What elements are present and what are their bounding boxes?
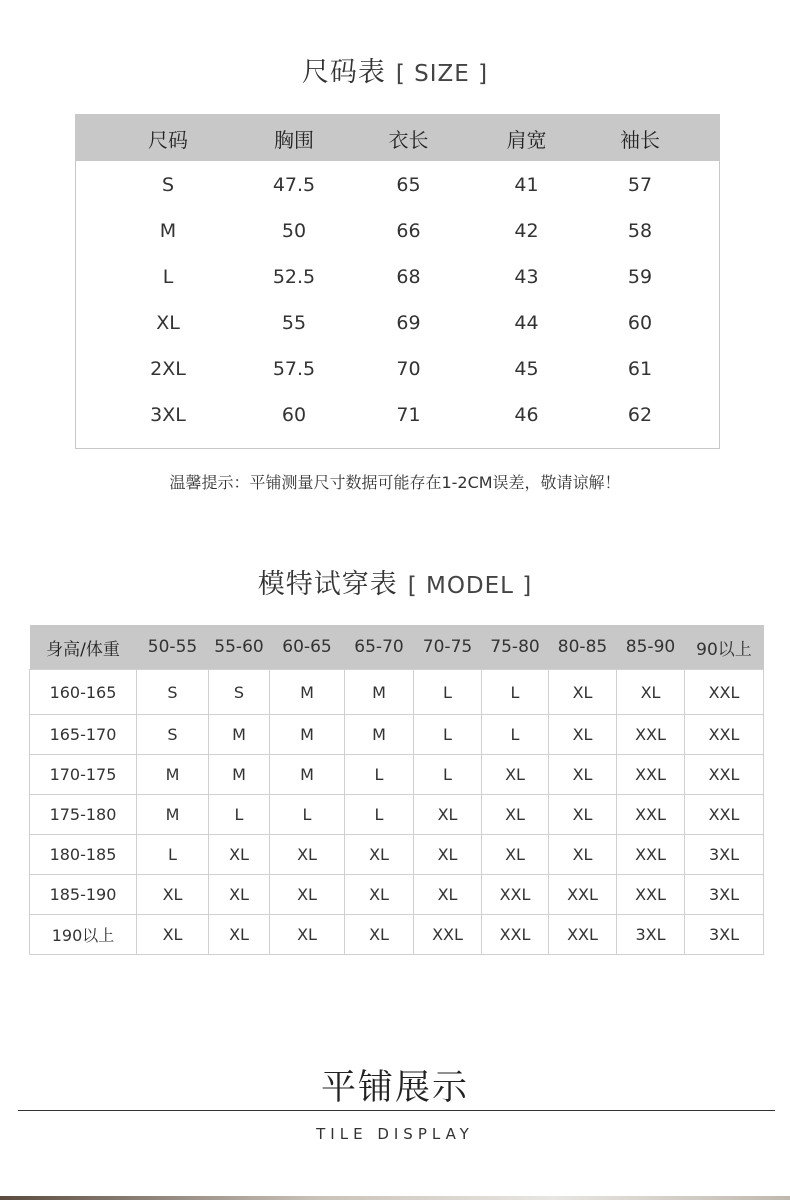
divider-line [18,1110,775,1111]
model-size-cell: XL [270,835,345,875]
size-cell: 47.5 [272,174,316,196]
model-table-row [30,670,764,715]
model-size-cell: XL [209,835,270,875]
model-size-cell: XXL [685,795,764,835]
model-table-body [30,670,764,955]
size-row [76,162,719,208]
model-size-cell: 3XL [685,835,764,875]
model-size-cell: XXL [617,835,685,875]
size-chart-title-cn: 尺码表 [301,57,386,88]
model-size-cell: XL [482,795,549,835]
model-size-cell: L [414,670,482,715]
size-header-chest: 胸围 [274,127,314,152]
size-cell: 44 [514,312,539,334]
size-cell: 58 [627,220,653,242]
model-size-cell: XL [270,915,345,955]
model-size-cell: XL [345,835,414,875]
size-cell: 62 [627,404,653,426]
size-cell: S [161,174,175,196]
model-size-cell: XL [137,915,209,955]
model-size-cell: XXL [685,670,764,715]
model-height-cell: 165-170 [30,715,137,755]
model-chart-title-cn: 模特试穿表 [257,569,398,600]
model-size-cell: L [414,755,482,795]
measurement-tip: 温馨提示：平铺测量尺寸数据可能存在1-2CM误差，敬请谅解！ [169,473,621,492]
model-size-cell: S [137,670,209,715]
model-size-cell: XXL [549,875,617,915]
model-height-cell: 160-165 [30,670,137,715]
size-cell: 61 [627,358,653,380]
size-cell: 50 [281,220,307,242]
size-cell: 43 [514,266,539,288]
model-header-cell: 65-70 [345,625,414,670]
model-size-cell: 3XL [617,915,685,955]
model-size-cell: XL [345,915,414,955]
size-header-sleeve: 袖长 [620,127,660,152]
model-size-cell: XXL [685,755,764,795]
size-cell: 55 [281,312,307,334]
model-table-row [30,715,764,755]
size-table-header [76,115,719,161]
model-size-cell: XL [549,755,617,795]
model-size-cell: XXL [482,875,549,915]
tile-display-title: 平铺展示 [320,1068,469,1108]
size-header-size: 尺码 [148,127,188,152]
model-header-cell: 75-80 [482,625,549,670]
model-size-cell: XL [482,755,549,795]
model-size-cell: XXL [617,875,685,915]
model-header-cell: 50-55 [137,625,209,670]
model-size-cell: XL [549,795,617,835]
model-table [29,625,764,955]
model-size-cell: M [137,795,209,835]
size-header-length: 衣长 [388,127,429,152]
model-size-cell: L [209,795,270,835]
model-table-row [30,835,764,875]
photo-edge-strip [0,1196,790,1200]
model-size-cell: M [209,715,270,755]
model-header-cell: 身高/体重 [30,625,137,670]
model-header-cell: 85-90 [617,625,685,670]
model-size-cell: XL [137,875,209,915]
size-cell: 59 [627,266,653,288]
model-chart-title-en: [ MODEL ] [407,573,533,599]
model-table-row [30,875,764,915]
size-cell: 46 [514,404,539,426]
size-row [76,208,719,254]
model-size-cell: L [137,835,209,875]
model-table-header [30,625,764,670]
model-size-cell: XL [414,835,482,875]
model-size-cell: L [482,670,549,715]
model-header-cell: 70-75 [414,625,482,670]
model-size-cell: XXL [685,715,764,755]
size-cell: 71 [396,404,421,426]
model-table-row [30,755,764,795]
model-size-cell: M [270,755,345,795]
size-cell: 41 [514,174,539,196]
size-cell: 45 [514,358,539,380]
model-chart-title [0,562,790,601]
size-cell: 57.5 [272,358,316,380]
model-size-cell: L [482,715,549,755]
size-row [76,254,719,300]
size-cell: 2XL [150,358,186,380]
model-size-cell: XXL [617,795,685,835]
model-size-cell: XXL [482,915,549,955]
size-table-body [76,161,719,438]
model-table-row [30,915,764,955]
size-cell: XL [156,312,180,334]
model-size-cell: XL [209,875,270,915]
model-size-cell: XL [209,915,270,955]
size-cell: 60 [281,404,307,426]
size-cell: 70 [396,358,421,380]
model-size-cell: L [414,715,482,755]
model-size-cell: XL [549,670,617,715]
model-size-cell: XXL [617,715,685,755]
size-table [75,114,720,449]
model-size-cell: 3XL [685,915,764,955]
model-header-cell: 55-60 [209,625,270,670]
tile-display-subtitle: TILE DISPLAY [316,1125,474,1143]
model-size-cell: M [345,670,414,715]
size-header-shoulder: 肩宽 [506,127,547,152]
model-size-cell: XL [617,670,685,715]
model-height-cell: 180-185 [30,835,137,875]
size-cell: 65 [396,174,421,196]
model-header-cell: 60-65 [270,625,345,670]
model-size-cell: XXL [414,915,482,955]
model-size-cell: XL [414,795,482,835]
model-size-cell: XL [270,875,345,915]
model-size-cell: XXL [549,915,617,955]
model-size-cell: 3XL [685,875,764,915]
size-chart-title [0,50,790,89]
model-height-cell: 175-180 [30,795,137,835]
model-size-cell: M [270,670,345,715]
size-cell: 3XL [150,404,186,426]
model-size-cell: L [345,755,414,795]
model-size-cell: S [137,715,209,755]
model-size-cell: M [137,755,209,795]
model-height-cell: 170-175 [30,755,137,795]
size-cell: 66 [396,220,421,242]
model-height-cell: 185-190 [30,875,137,915]
model-header-cell: 90以上 [685,625,764,670]
model-size-cell: M [345,715,414,755]
model-size-cell: XL [549,715,617,755]
model-size-cell: XL [345,875,414,915]
model-size-cell: L [345,795,414,835]
model-table-row [30,795,764,835]
model-header-cell: 80-85 [549,625,617,670]
model-size-cell: XL [482,835,549,875]
model-size-cell: S [209,670,270,715]
size-cell: L [162,266,174,288]
size-cell: 68 [396,266,421,288]
size-row [76,346,719,392]
size-cell: 69 [396,312,421,334]
size-cell: 42 [514,220,539,242]
model-size-cell: M [209,755,270,795]
size-row [76,392,719,438]
model-size-cell: M [270,715,345,755]
model-size-cell: XXL [617,755,685,795]
model-height-cell: 190以上 [30,915,137,955]
model-size-cell: L [270,795,345,835]
model-size-cell: XL [549,835,617,875]
size-chart-title-en: [ SIZE ] [395,61,489,87]
model-size-cell: XL [414,875,482,915]
size-cell: 57 [627,174,653,196]
size-cell: 60 [627,312,653,334]
size-cell: 52.5 [272,266,316,288]
size-cell: M [159,220,177,242]
size-row [76,300,719,346]
